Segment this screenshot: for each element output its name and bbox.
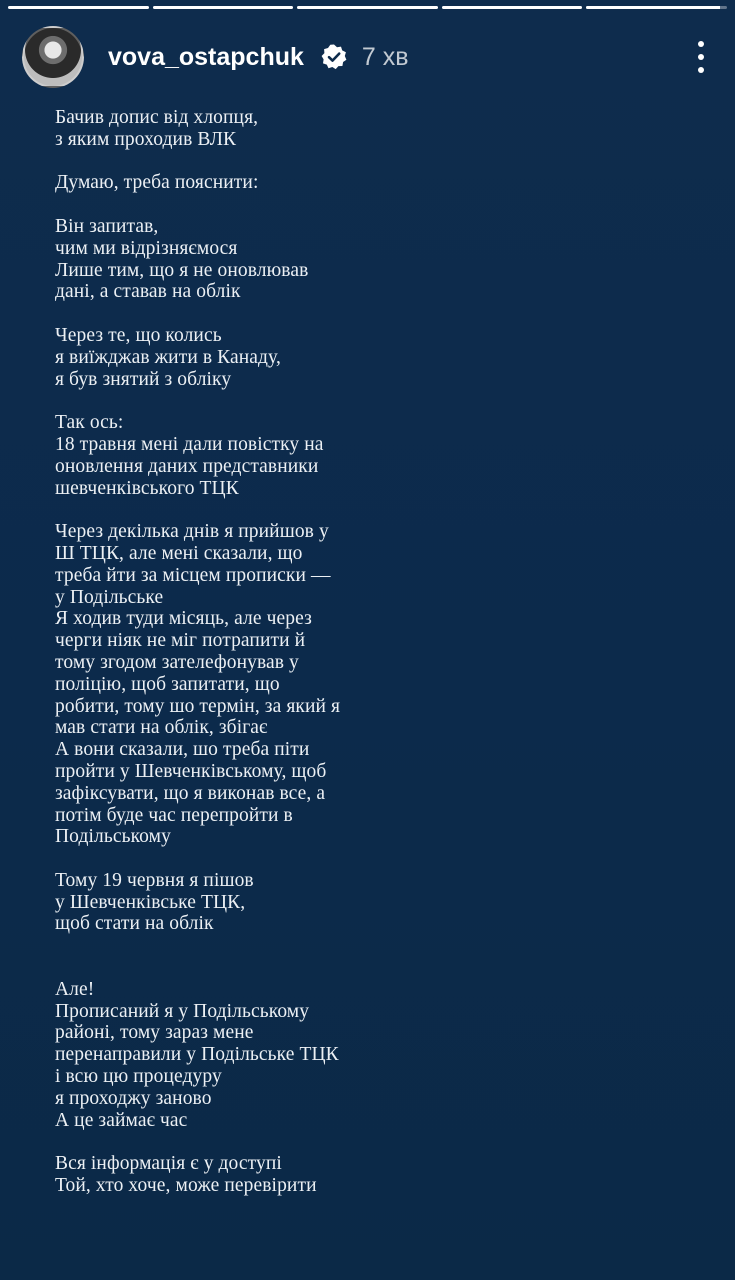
text-line: я виїжджав жити в Канаду,	[55, 346, 281, 368]
text-line: Лише тим, що я не оновлював	[55, 259, 309, 281]
post-time: 7 хв	[361, 42, 409, 71]
paragraph	[55, 979, 395, 1132]
text-line: у Подільське	[55, 586, 164, 608]
paragraph	[55, 1153, 395, 1197]
text-line: Той, хто хоче, може перевірити	[55, 1175, 317, 1197]
paragraph	[55, 412, 395, 499]
verified-badge-icon	[320, 43, 348, 71]
username[interactable]: vova_ostapchuk	[108, 42, 304, 71]
paragraph	[55, 107, 395, 151]
text-line: Прописаний я у Подільському	[55, 1000, 310, 1022]
text-line: Думаю, треба пояснити:	[55, 172, 259, 194]
text-line: А це займає час	[55, 1109, 188, 1131]
text-line: Подільському	[55, 826, 171, 848]
text-line: у Шевченківське ТЦК,	[55, 891, 246, 913]
text-line: пройти у Шевченківському, щоб	[55, 760, 327, 782]
text-line: потім буде час перепройти в	[55, 804, 293, 826]
text-line: робити, тому шо термін, за який я	[55, 695, 341, 717]
text-line: Бачив допис від хлопця,	[55, 107, 259, 128]
text-line: Через те, що колись	[55, 324, 222, 346]
text-line: Через декілька днів я прийшов у	[55, 521, 329, 543]
progress-segment	[8, 6, 149, 9]
text-line: я був знятий з обліку	[55, 368, 232, 390]
text-line: Так ось:	[55, 412, 124, 434]
progress-segment-current	[586, 6, 727, 9]
paragraph	[55, 216, 395, 303]
text-line: Тому 19 червня я пішов	[55, 869, 254, 891]
progress-segment	[297, 6, 438, 9]
text-line: треба йти за місцем прописки —	[55, 564, 331, 586]
paragraph	[55, 870, 395, 935]
text-line: і всю цю процедуру	[55, 1066, 222, 1088]
text-line: черги ніяк не міг потрапити й	[55, 630, 306, 652]
text-line: тому згодом зателефонував у	[55, 651, 299, 673]
avatar[interactable]	[22, 26, 84, 88]
text-line: я проходжу заново	[55, 1087, 212, 1109]
text-line: зафіксувати, що я виконав все, а	[55, 782, 326, 804]
story-header	[22, 26, 713, 88]
story-text	[55, 107, 395, 1197]
more-vertical-icon[interactable]	[689, 37, 713, 77]
text-line: А вони сказали, шо треба піти	[55, 739, 310, 761]
paragraph	[55, 521, 395, 848]
text-line: Я ходив туди місяць, але через	[55, 608, 312, 630]
text-line: 18 травня мені дали повістку на	[55, 433, 324, 455]
text-line: дані, а ставав на облік	[55, 281, 241, 303]
paragraph	[55, 325, 395, 390]
progress-segment	[153, 6, 294, 9]
text-line: чим ми відрізняємося	[55, 237, 238, 259]
text-line: Ш ТЦК, але мені сказали, що	[55, 542, 303, 564]
paragraph	[55, 172, 395, 194]
text-line: перенаправили у Подільське ТЦК	[55, 1044, 339, 1066]
text-line: щоб стати на облік	[55, 913, 214, 935]
text-line: поліцію, щоб запитати, що	[55, 673, 280, 695]
story-progress-bar	[8, 6, 727, 9]
text-line: шевченківського ТЦК	[55, 477, 239, 499]
text-line: оновлення даних представники	[55, 455, 319, 477]
text-line: з яким проходив ВЛК	[55, 128, 237, 150]
text-line: Але!	[55, 978, 95, 1000]
text-line: районі, тому зараз мене	[55, 1022, 254, 1044]
text-line: Вся інформація є у доступі	[55, 1153, 282, 1175]
progress-segment	[442, 6, 583, 9]
text-line: мав стати на облік, збігає	[55, 717, 268, 739]
text-line: Він запитав,	[55, 215, 159, 237]
